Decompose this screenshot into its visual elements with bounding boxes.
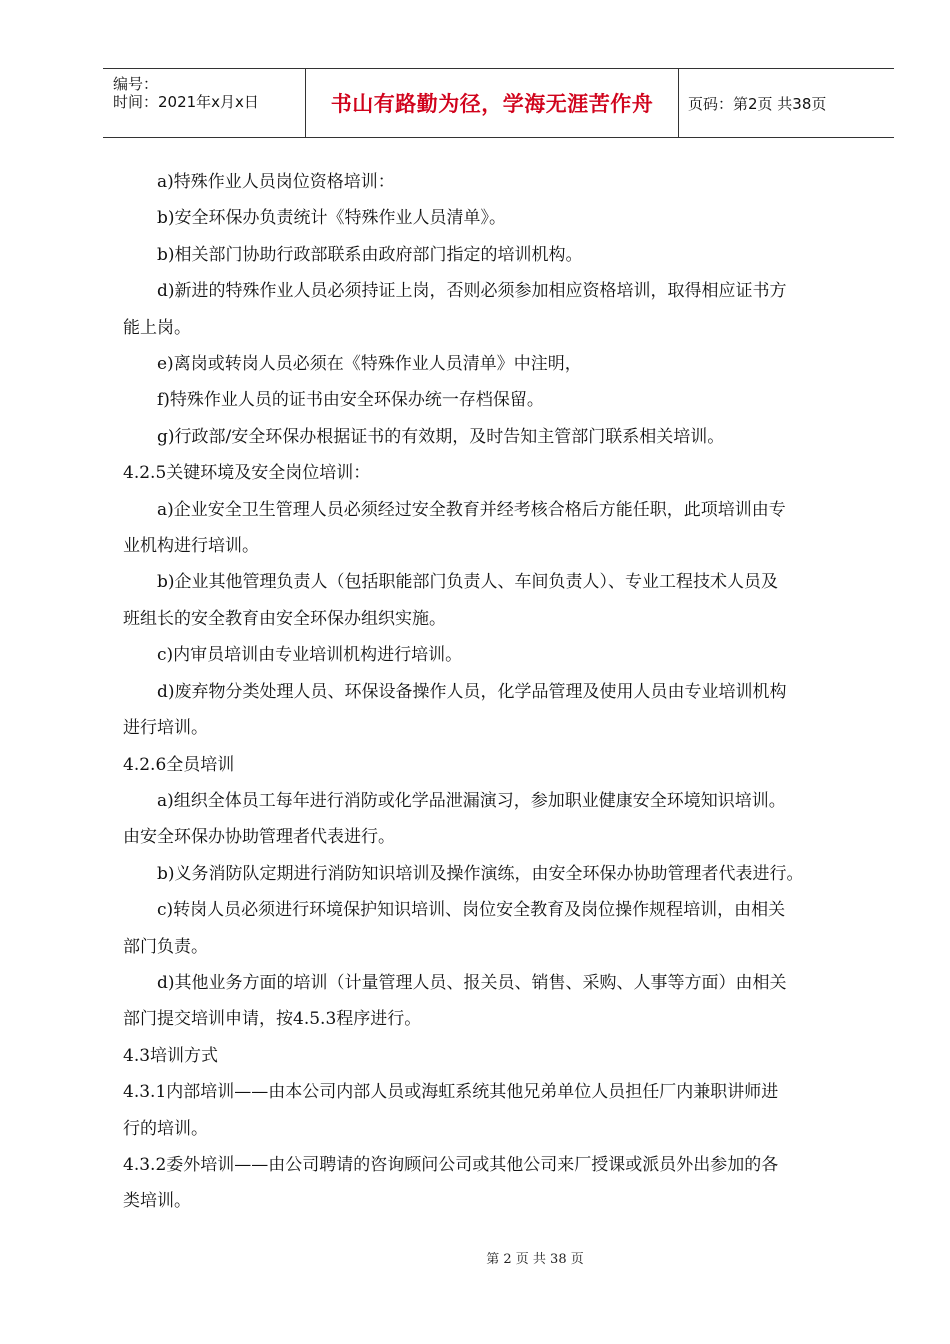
- body-line: 部门提交培训申请，按4.5.3程序进行。: [123, 1009, 422, 1030]
- body-line: a)企业安全卫生管理人员必须经过安全教育并经考核合格后方能任职，此项培训由专: [157, 499, 786, 520]
- body-line: d)废弃物分类处理人员、环保设备操作人员，化学品管理及使用人员由专业培训机构: [157, 681, 787, 702]
- body-line: 进行培训。: [123, 718, 208, 739]
- header-motto: 书山有路勤为径，学海无涯苦作舟: [330, 92, 654, 116]
- document-body: [123, 164, 875, 1220]
- header-page-info: 页码：第2页 共38页: [688, 94, 827, 113]
- document-number-label: 编号：: [113, 75, 159, 93]
- document-header: [103, 68, 894, 138]
- body-line: 班组长的安全教育由安全环保办组织实施。: [123, 608, 446, 629]
- body-line: c)转岗人员必须进行环境保护知识培训、岗位安全教育及岗位操作规程培训，由相关: [157, 900, 786, 921]
- body-line: b)义务消防队定期进行消防知识培训及操作演练，由安全环保办协助管理者代表进行。: [157, 863, 804, 884]
- body-line: g)行政部/安全环保办根据证书的有效期，及时告知主管部门联系相关培训。: [157, 426, 725, 447]
- body-line: 4.3.1内部培训——由本公司内部人员或海虹系统其他兄弟单位人员担任厂内兼职讲师进: [123, 1082, 779, 1103]
- body-line: b)企业其他管理负责人（包括职能部门负责人、车间负责人）、专业工程技术人员及: [157, 572, 779, 593]
- section-heading: 4.2.6全员培训: [123, 754, 235, 775]
- body-line: 能上岗。: [123, 317, 191, 338]
- header-motto-cell: [306, 69, 679, 137]
- body-line: f)特殊作业人员的证书由安全环保办统一存档保留。: [157, 390, 544, 411]
- body-line: a)特殊作业人员岗位资格培训：: [157, 172, 395, 192]
- body-line: 4.3.2委外培训——由公司聘请的咨询顾问公司或其他公司来厂授课或派员外出参加的各: [123, 1154, 779, 1175]
- document-time-label: 时间：2021年x月x日: [113, 93, 259, 111]
- body-line: 类培训。: [123, 1191, 191, 1212]
- body-line: 业机构进行培训。: [123, 536, 259, 557]
- body-line: b)相关部门协助行政部联系由政府部门指定的培训机构。: [157, 244, 583, 265]
- body-line: 由安全环保办协助管理者代表进行。: [123, 827, 395, 848]
- section-heading: 4.3培训方式: [123, 1045, 219, 1066]
- body-line: 部门负责。: [123, 936, 208, 957]
- header-page-cell: [679, 69, 894, 137]
- body-line: b)安全环保办负责统计《特殊作业人员清单》。: [157, 208, 507, 229]
- body-line: d)其他业务方面的培训（计量管理人员、报关员、销售、采购、人事等方面）由相关: [157, 972, 787, 993]
- body-line: a)组织全体员工每年进行消防或化学品泄漏演习，参加职业健康安全环境知识培训。: [157, 790, 786, 811]
- body-line: e)离岗或转岗人员必须在《特殊作业人员清单》中注明，: [157, 354, 582, 375]
- body-line: d)新进的特殊作业人员必须持证上岗，否则必须参加相应资格培训，取得相应证书方: [157, 281, 787, 302]
- footer-page-number: 第 2 页 共 38 页: [486, 1252, 584, 1267]
- section-heading: 4.2.5关键环境及安全岗位培训：: [123, 463, 371, 484]
- body-line: 行的培训。: [123, 1118, 208, 1139]
- page-footer: [0, 1248, 950, 1267]
- body-line: c)内审员培训由专业培训机构进行培训。: [157, 645, 463, 666]
- header-meta-cell: [103, 69, 306, 137]
